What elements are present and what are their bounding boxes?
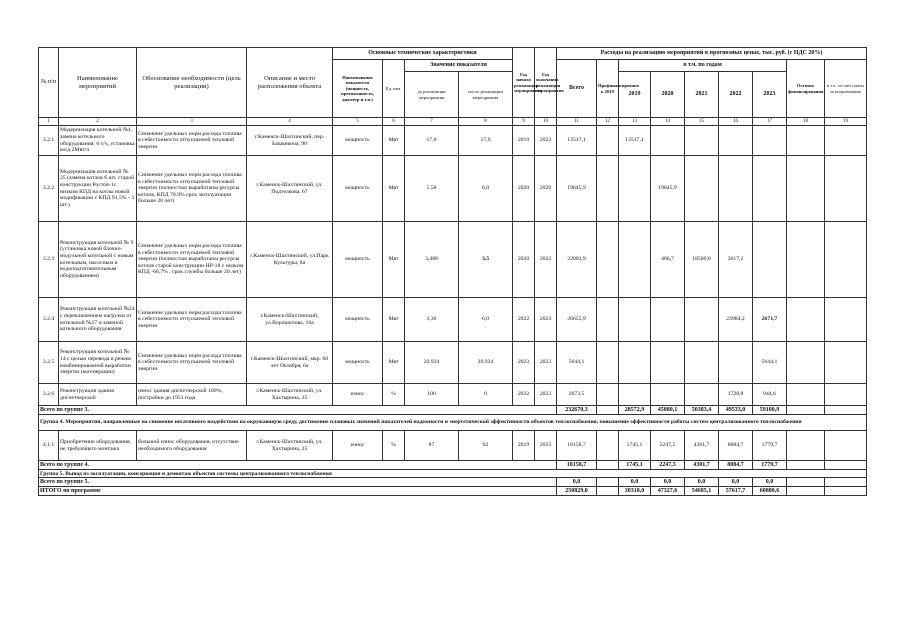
total-y2021: 0,0 <box>685 478 719 486</box>
column-number: 16 <box>719 118 753 126</box>
cell-location: г.Каменск-Шахтинский, ул.Парк Культуры, 8а <box>247 222 333 298</box>
total-row <box>39 478 867 486</box>
total-rem <box>787 406 825 415</box>
cell-prior <box>597 156 619 222</box>
column-number: 19 <box>825 118 867 126</box>
total-y2020: 0,0 <box>651 478 685 486</box>
total-y2019: 1745,1 <box>619 461 651 470</box>
cell-indicator: мощность <box>333 222 383 298</box>
cell-indicator: мощность <box>333 126 383 156</box>
column-number: 17 <box>753 118 787 126</box>
total-value: 18158,7 <box>557 461 597 470</box>
cell-ye: 2023 <box>535 431 557 461</box>
cell-y2019 <box>619 222 651 298</box>
cell-name: Реконструкция здания диспетчерской <box>59 384 137 406</box>
cell-y2020: 2247,5 <box>651 431 685 461</box>
cell-total: 18158,7 <box>557 431 597 461</box>
cell-total: 2673,5 <box>557 384 597 406</box>
cell-y2021: 18500,0 <box>685 222 719 298</box>
column-number: 5 <box>333 118 383 126</box>
cell-prior <box>597 384 619 406</box>
column-number: 13 <box>619 118 651 126</box>
cell-total: 13517,1 <box>557 126 597 156</box>
cell-rem <box>787 156 825 222</box>
total-y2022: 0,0 <box>719 478 753 486</box>
cell-ys: 2023 <box>513 342 535 384</box>
cell-reason: износ здания диспетчерской 100%, постройки до 1951 года <box>137 384 247 406</box>
cell-after: 6,0 <box>459 156 513 222</box>
column-number: 8 <box>459 118 513 126</box>
group-title: Группа 5. Вывод из эксплуатации, консервация и демонтаж объектов системы централизованного теплоснабжения <box>39 470 867 478</box>
column-number: 15 <box>685 118 719 126</box>
cell-rem <box>787 222 825 298</box>
cell-y2019: 1745,1 <box>619 431 651 461</box>
cell-y2021 <box>685 298 719 342</box>
cell-indicator: мощность <box>333 156 383 222</box>
header-location: Описание и место расположения объекта <box>247 48 333 118</box>
cell-unit: Мвт <box>383 126 405 156</box>
cell-location: г.Каменск-Шахтинский, ул. Хахтырина, 25 <box>247 431 333 461</box>
total-value: 232670,3 <box>557 406 597 415</box>
cell-ys: 2019 <box>513 126 535 156</box>
total-value: 0,0 <box>557 478 597 486</box>
cell-reason: Снижение удельных норм расхода топлива в себестоимости отпускаемой тепловой энергии <box>137 298 247 342</box>
table-row <box>39 342 867 384</box>
cell-y2020 <box>651 342 685 384</box>
cell-name: Реконструкция котельной №24 с переключением нагрузки от котельной №27 и заменой котельного оборудования <box>59 298 137 342</box>
cell-y2023: 1779,7 <box>753 431 787 461</box>
column-number: 10 <box>535 118 557 126</box>
cell-after: 62 <box>459 431 513 461</box>
column-number: 6 <box>383 118 405 126</box>
cell-after: 17,0 <box>459 126 513 156</box>
cell-ye: 2023 <box>535 298 557 342</box>
table-body <box>39 126 867 496</box>
cell-location: г.Каменск-Шахтинский, пер. Башкевича, 90 <box>247 126 333 156</box>
header-year-2019: 2019 <box>619 72 651 118</box>
cell-y2020: 486,7 <box>651 222 685 298</box>
cell-rem <box>787 298 825 342</box>
total-inv <box>825 461 867 470</box>
header-year-2023: 2023 <box>753 72 787 118</box>
total-rem <box>787 486 825 495</box>
cell-ye: 2023 <box>535 342 557 384</box>
cell-no: 4.1.1 <box>39 431 59 461</box>
total-y2021: 54685,1 <box>685 486 719 495</box>
cell-after: 6,0 <box>459 298 513 342</box>
cell-y2020 <box>651 298 685 342</box>
table-row <box>39 222 867 298</box>
header-costs: Расходы на реализацию мероприятий в прогнозных ценах, тыс. руб. (с НДС 20%) <box>557 48 867 60</box>
total-y2023: 60880,6 <box>753 486 787 495</box>
column-number-row <box>39 118 867 126</box>
header-no: № п/п <box>39 48 59 118</box>
cell-y2019 <box>619 342 651 384</box>
header-name: Наименование мероприятий <box>59 48 137 118</box>
cell-ys: 2020 <box>513 156 535 222</box>
total-y2021: 4301,7 <box>685 461 719 470</box>
header-tech: Основные технические характеристики <box>333 48 513 60</box>
group-title-row <box>39 470 867 478</box>
header-prior: Профинансировано к 2019 <box>597 60 619 118</box>
cell-reason: Снижение удельных норм расхода топлива в себестоимости отпускаемой тепловой энергии <box>137 342 247 384</box>
cell-indicator: износ <box>333 384 383 406</box>
cell-ys: 2022 <box>513 298 535 342</box>
investment-program-table <box>38 47 867 496</box>
column-number: 11 <box>557 118 597 126</box>
column-number: 3 <box>137 118 247 126</box>
cell-before: 20,934 <box>405 342 459 384</box>
cell-after: 3,5 <box>459 222 513 298</box>
total-label: ИТОГО по программе <box>39 486 557 495</box>
cell-location: г.Каменск-Шахтинский, мкр. 60 лет Октября, 6а <box>247 342 333 384</box>
cell-reason: Снижение удельных норм расхода топлива в себестоимости отпускаемой тепловой энергии (полностью выработаны ресурсы котлов, КПД 78.9% срок эксплуатации больше 20 лет) <box>137 156 247 222</box>
total-y2019: 0,0 <box>619 478 651 486</box>
column-number: 12 <box>597 118 619 126</box>
cell-inv <box>825 222 867 298</box>
total-y2022: 8084,7 <box>719 461 753 470</box>
table-row <box>39 298 867 342</box>
total-row <box>39 486 867 495</box>
header-indicator-name: Наименование показателя (мощность, протяженность, диаметр и т.п.) <box>333 60 383 118</box>
header-before: до реализации мероприятия <box>405 72 459 118</box>
cell-y2022 <box>719 156 753 222</box>
total-value: 250829,0 <box>557 486 597 495</box>
header-reason: Обоснование необходимости (цель реализации) <box>137 48 247 118</box>
cell-total: 5644,1 <box>557 342 597 384</box>
cell-y2021 <box>685 156 719 222</box>
header-total: Всего <box>557 60 597 118</box>
cell-prior <box>597 126 619 156</box>
header-unit: Ед. изм. <box>383 60 405 118</box>
cell-indicator: износ <box>333 431 383 461</box>
cell-y2021 <box>685 342 719 384</box>
column-number: 14 <box>651 118 685 126</box>
cell-prior <box>597 342 619 384</box>
cell-before: 5,58 <box>405 156 459 222</box>
total-label: Всего по группе 4. <box>39 461 557 470</box>
cell-name: Модернизация котельной № 25 (замена котлов 6 шт. старой конструкции Ростов-1с низким КПД на котлы новой модификации с КПД 91,5% - 3 шт.) <box>59 156 137 222</box>
cell-y2022: 8084,7 <box>719 431 753 461</box>
column-number: 9 <box>513 118 535 126</box>
cell-name: Реконструкция котельной № 9 (установка новой блочно-модульной котельной с новым котельным, насосным и водоподготовительным оборудованием) <box>59 222 137 298</box>
total-y2019: 30318,0 <box>619 486 651 495</box>
total-y2023: 59100,9 <box>753 406 787 415</box>
cell-total: 19645,9 <box>557 156 597 222</box>
total-y2023: 0,0 <box>753 478 787 486</box>
total-y2019: 28572,9 <box>619 406 651 415</box>
total-y2021: 50383,4 <box>685 406 719 415</box>
cell-y2020 <box>651 384 685 406</box>
cell-after: 20,934 <box>459 342 513 384</box>
cell-before: 3,488 <box>405 222 459 298</box>
cell-ye: 2023 <box>535 126 557 156</box>
header-year-2020: 2020 <box>651 72 685 118</box>
cell-ye: 2022 <box>535 222 557 298</box>
cell-unit: Мвт <box>383 342 405 384</box>
header-incl-invest: в т.ч. за счет платы за подключение <box>825 60 867 118</box>
cell-indicator: мощность <box>333 342 383 384</box>
cell-name: Приобретение оборудования, не требующего монтажа <box>59 431 137 461</box>
cell-name: Модернизация котельной №1, замена котельного оборудования: 6 т/ч, установка когд 2Мвт/ч <box>59 126 137 156</box>
total-inv <box>825 478 867 486</box>
cell-inv <box>825 342 867 384</box>
cell-y2023: 5644,1 <box>753 342 787 384</box>
cell-inv <box>825 156 867 222</box>
cell-ys: 2019 <box>513 431 535 461</box>
document-page <box>38 47 866 496</box>
cell-unit: % <box>383 431 405 461</box>
cell-y2019 <box>619 156 651 222</box>
cell-y2022: 3017,2 <box>719 222 753 298</box>
total-y2020: 47327,6 <box>651 486 685 495</box>
header-by-year: в т.ч. по годам <box>619 60 787 72</box>
cell-y2019: 13517,1 <box>619 126 651 156</box>
column-number: 7 <box>405 118 459 126</box>
total-prior <box>597 478 619 486</box>
cell-before: 3,36 <box>405 298 459 342</box>
total-label: Всего по группе 3. <box>39 406 557 415</box>
cell-y2020: 19645,9 <box>651 156 685 222</box>
cell-unit: Мвт <box>383 156 405 222</box>
header-year-start: Год начала реализации мероприятия <box>513 48 535 118</box>
cell-rem <box>787 431 825 461</box>
group-title-row <box>39 415 867 431</box>
header-remaining: Остаток финансирования <box>787 60 825 118</box>
cell-y2023: 2671,7 <box>753 298 787 342</box>
cell-before: 17,0 <box>405 126 459 156</box>
cell-prior <box>597 298 619 342</box>
cell-total: 26655,9 <box>557 298 597 342</box>
total-inv <box>825 486 867 495</box>
cell-y2021 <box>685 384 719 406</box>
cell-prior <box>597 431 619 461</box>
cell-ye: 2023 <box>535 384 557 406</box>
cell-indicator: мощность <box>333 298 383 342</box>
header-after: после реализации мероприятия <box>459 72 513 118</box>
cell-inv <box>825 298 867 342</box>
cell-no: 3.2.4 <box>39 298 59 342</box>
total-inv <box>825 406 867 415</box>
cell-rem <box>787 126 825 156</box>
table-row <box>39 431 867 461</box>
total-row <box>39 406 867 415</box>
cell-no: 3.2.5 <box>39 342 59 384</box>
cell-after: 0 <box>459 384 513 406</box>
total-rem <box>787 461 825 470</box>
total-prior <box>597 406 619 415</box>
cell-y2023 <box>753 156 787 222</box>
group-title: Группа 4. Мероприятия, направленные на снижение негативного воздействия на окружающую среду, достижение плановых значений показателей надежности и энергетической эффективности объектов теплоснабжения, повышение эффективности работы систем централизованного теплоснабжения <box>39 415 867 431</box>
cell-name: Реконструкция котельной № 14 с целью перевода в режим комбинированной выработки энергии (когенерации) <box>59 342 137 384</box>
header-indicator-value: Значение показателя <box>405 60 513 72</box>
cell-y2021: 4301,7 <box>685 431 719 461</box>
total-row <box>39 461 867 470</box>
cell-y2020 <box>651 126 685 156</box>
header-year-2021: 2021 <box>685 72 719 118</box>
table-row <box>39 384 867 406</box>
cell-y2021 <box>685 126 719 156</box>
cell-y2022 <box>719 342 753 384</box>
cell-before: 100 <box>405 384 459 406</box>
cell-before: 87 <box>405 431 459 461</box>
cell-y2019 <box>619 384 651 406</box>
cell-ye: 2020 <box>535 156 557 222</box>
total-label: Всего по группе 5. <box>39 478 557 486</box>
total-prior <box>597 461 619 470</box>
cell-ys: 2020 <box>513 222 535 298</box>
cell-location: г.Каменск-Шахтинский, ул.Ворошилова, 16а <box>247 298 333 342</box>
total-rem <box>787 478 825 486</box>
cell-rem <box>787 384 825 406</box>
cell-inv <box>825 384 867 406</box>
cell-inv <box>825 431 867 461</box>
cell-rem <box>787 342 825 384</box>
cell-reason: Снижение удельных норм расхода топлива в себестоимости отпускаемой тепловой энергии <box>137 126 247 156</box>
cell-unit: Мвт <box>383 298 405 342</box>
table-row <box>39 126 867 156</box>
cell-ys: 2022 <box>513 384 535 406</box>
cell-y2023 <box>753 126 787 156</box>
cell-no: 3.2.3 <box>39 222 59 298</box>
cell-y2023: 944,6 <box>753 384 787 406</box>
total-y2022: 57617,7 <box>719 486 753 495</box>
header-year-end: Год окончания реализации мероприятия <box>535 48 557 118</box>
total-prior <box>597 486 619 495</box>
cell-y2022: 23984,2 <box>719 298 753 342</box>
cell-no: 3.2.2 <box>39 156 59 222</box>
cell-inv <box>825 126 867 156</box>
header-year-2022: 2022 <box>719 72 753 118</box>
cell-y2022: 1728,8 <box>719 384 753 406</box>
total-y2020: 2247,5 <box>651 461 685 470</box>
total-y2023: 1779,7 <box>753 461 787 470</box>
column-number: 2 <box>59 118 137 126</box>
cell-y2022 <box>719 126 753 156</box>
total-y2020: 45080,1 <box>651 406 685 415</box>
cell-total: 22003,9 <box>557 222 597 298</box>
cell-no: 3.2.1 <box>39 126 59 156</box>
table-row <box>39 156 867 222</box>
column-number: 4 <box>247 118 333 126</box>
cell-y2019 <box>619 298 651 342</box>
cell-unit: Мвт <box>383 222 405 298</box>
column-number: 18 <box>787 118 825 126</box>
cell-no: 3.2.6 <box>39 384 59 406</box>
cell-unit: % <box>383 384 405 406</box>
cell-reason: Снижение удельных норм расхода топлива в себестоимости отпускаемой тепловой энергии (полностью выработаны ресурсы котлов старой конструкции НР-18 с низким КПД -68,7% , срок службы больше 20 лет) <box>137 222 247 298</box>
column-number: 1 <box>39 118 59 126</box>
cell-reason: большой износ оборудования, отсутствие необходимого оборудования <box>137 431 247 461</box>
cell-y2023 <box>753 222 787 298</box>
cell-location: г.Каменск-Шахтинский, ул. Подтелкова, 67 <box>247 156 333 222</box>
cell-prior <box>597 222 619 298</box>
total-y2022: 49533,0 <box>719 406 753 415</box>
cell-location: г.Каменск-Шахтинский, ул. Хахтырина, 25 <box>247 384 333 406</box>
